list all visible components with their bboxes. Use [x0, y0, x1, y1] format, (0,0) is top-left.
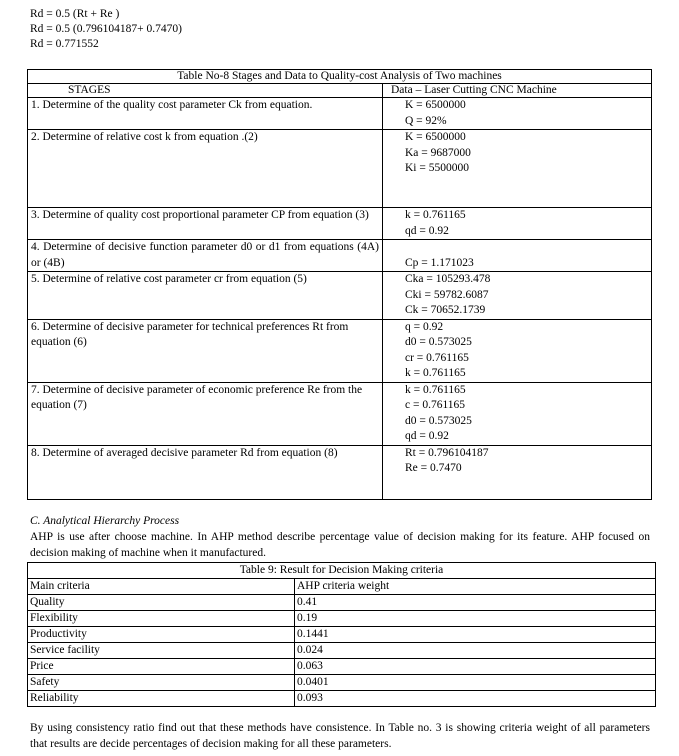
weight-cell: 0.024 — [295, 643, 656, 659]
stage-cell: 5. Determine of relative cost parameter cr from equation (5) — [28, 272, 383, 320]
data-value: Ka = 9687000 — [405, 146, 471, 159]
table-row — [28, 675, 656, 691]
stage-cell: 2. Determine of relative cost k from equation .(2) — [28, 130, 383, 208]
data-value: Cki = 59782.6087 — [405, 288, 489, 301]
criteria-cell: Flexibility — [28, 611, 295, 627]
data-cell — [383, 98, 652, 130]
weight-cell: 0.41 — [295, 595, 656, 611]
weight-cell: 0.063 — [295, 659, 656, 675]
data-value: cr = 0.761165 — [405, 351, 469, 364]
data-cell — [383, 445, 652, 499]
data-value: d0 = 0.573025 — [405, 414, 472, 427]
weight-cell: 0.0401 — [295, 675, 656, 691]
weight-cell: 0.19 — [295, 611, 656, 627]
data-value: Cka = 105293.478 — [405, 273, 491, 285]
criteria-cell: Service facility — [28, 643, 295, 659]
table9-header-criteria: Main criteria — [28, 579, 295, 595]
data-value: K = 6500000 — [405, 99, 466, 111]
stage-cell: 1. Determine of the quality cost parameter Ck from equation. — [28, 98, 383, 130]
quality-cost-table — [27, 69, 652, 500]
table-row — [28, 611, 656, 627]
equation-line-1: Rd = 0.5 (Rt + Re ) — [30, 8, 120, 20]
data-value: Ki = 5500000 — [405, 162, 469, 174]
data-value: qd = 0.92 — [405, 430, 449, 442]
table8-header-data: Data – Laser Cutting CNC Machine — [383, 84, 652, 98]
table8-header-stages: STAGES — [28, 84, 383, 98]
table-row — [28, 208, 652, 240]
data-value: q = 0.92 — [405, 320, 444, 333]
table-row — [28, 98, 652, 130]
data-value: k = 0.761165 — [405, 209, 466, 221]
decision-criteria-table — [27, 562, 656, 707]
data-cell — [383, 272, 652, 320]
table-row — [28, 627, 656, 643]
data-value: K = 6500000 — [405, 131, 466, 143]
data-cell — [383, 319, 652, 382]
stage-cell: 4. Determine of decisive function parameter d0 or d1 from equations (4A) or (4B) — [28, 240, 383, 272]
table-row — [28, 130, 652, 208]
data-value: c = 0.761165 — [405, 399, 466, 411]
table-row — [28, 595, 656, 611]
data-value: d0 = 0.573025 — [405, 336, 472, 348]
data-value: Cp = 1.171023 — [405, 256, 474, 269]
table-row — [28, 445, 652, 499]
data-value: Re = 0.7470 — [405, 462, 462, 474]
data-cell — [383, 130, 652, 208]
criteria-cell: Quality — [28, 595, 295, 611]
data-value: k = 0.761165 — [405, 367, 466, 379]
table-row — [28, 272, 652, 320]
data-cell — [383, 382, 652, 445]
data-value: Ck = 70652.1739 — [405, 304, 486, 316]
table9-header-weight: AHP criteria weight — [295, 579, 656, 595]
criteria-cell: Reliability — [28, 691, 295, 707]
section-heading: C. Analytical Hierarchy Process — [30, 515, 180, 527]
weight-cell: 0.093 — [295, 691, 656, 707]
table8-caption: Table No-8 Stages and Data to Quality-cost Analysis of Two machines — [28, 70, 652, 84]
equation-line-2: Rd = 0.5 (0.796104187+ 0.7470) — [30, 23, 182, 35]
data-cell — [383, 208, 652, 240]
stage-cell: 8. Determine of averaged decisive parameter Rd from equation (8) — [28, 445, 383, 499]
stage-cell: 6. Determine of decisive parameter for technical preferences Rt from equation (6) — [28, 319, 383, 382]
criteria-cell: Safety — [28, 675, 295, 691]
table-row — [28, 319, 652, 382]
weight-cell: 0.1441 — [295, 627, 656, 643]
table9-caption: Table 9: Result for Decision Making criteria — [28, 563, 656, 579]
criteria-cell: Productivity — [28, 627, 295, 643]
table-row — [28, 691, 656, 707]
data-cell — [383, 240, 652, 272]
stage-cell: 7. Determine of decisive parameter of economic preference Re from the equation (7) — [28, 382, 383, 445]
table-row — [28, 659, 656, 675]
equation-line-3: Rd = 0.771552 — [30, 38, 99, 50]
ahp-paragraph: AHP is use after choose machine. In AHP method describe percentage value of decision making for its feature. AHP focused on decision making of machine when it manufactured. — [30, 531, 650, 559]
table-row — [28, 643, 656, 659]
data-value: k = 0.761165 — [405, 383, 466, 396]
consistency-paragraph: By using consistency ratio find out that these methods have consistence. In Table no. 3 is showing criteria weight of all parameters that results are decide percentages of decision making for all these parameters. — [30, 722, 650, 750]
data-value: Rt = 0.796104187 — [405, 446, 489, 459]
criteria-cell: Price — [28, 659, 295, 675]
data-value: Q = 92% — [405, 114, 447, 127]
data-value: qd = 0.92 — [405, 224, 449, 237]
stage-cell: 3. Determine of quality cost proportional parameter CP from equation (3) — [28, 208, 383, 240]
table-row — [28, 240, 652, 272]
table-row — [28, 382, 652, 445]
